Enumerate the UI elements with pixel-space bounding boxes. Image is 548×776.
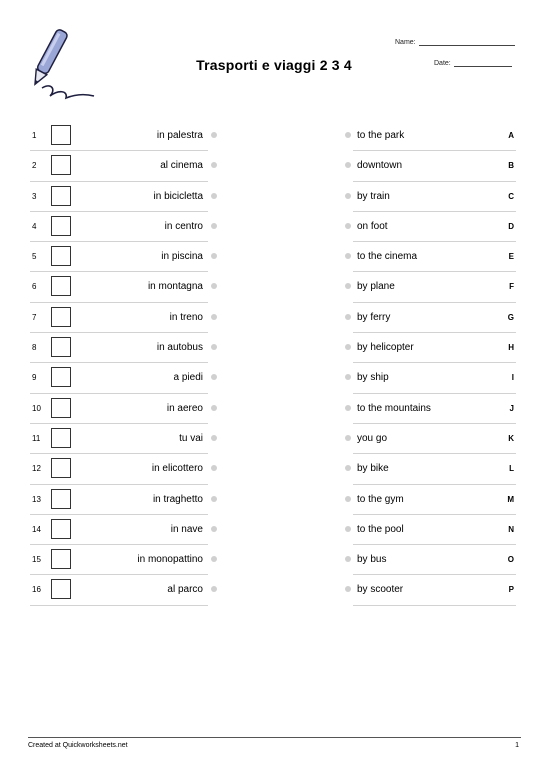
answer-box[interactable] (51, 519, 71, 539)
italian-phrase: in monopattino (137, 554, 203, 566)
item-number: 8 (32, 343, 37, 353)
answer-box[interactable] (51, 276, 71, 296)
item-number: 11 (32, 433, 41, 443)
match-row-left (30, 545, 208, 575)
answer-letter: A (508, 131, 514, 140)
match-dot[interactable] (345, 526, 351, 532)
match-row-left (30, 454, 208, 484)
english-phrase: to the cinema (357, 251, 418, 263)
match-dot[interactable] (211, 586, 217, 592)
match-row-left (30, 363, 208, 393)
answer-box[interactable] (51, 155, 71, 175)
match-row-left (30, 394, 208, 424)
match-dot[interactable] (345, 374, 351, 380)
match-dot[interactable] (211, 556, 217, 562)
item-number: 14 (32, 524, 41, 534)
italian-phrase: al cinema (160, 160, 203, 172)
answer-letter: N (508, 524, 514, 534)
answer-box[interactable] (51, 367, 71, 387)
italian-phrase: in traghetto (152, 493, 203, 505)
italian-phrase: in palestra (156, 130, 203, 141)
item-number: 2 (32, 161, 37, 171)
answer-letter: O (507, 555, 514, 565)
match-row-left (30, 121, 208, 151)
english-phrase: on foot (357, 220, 388, 232)
match-dot[interactable] (345, 162, 351, 168)
match-row-right (353, 242, 516, 272)
match-row-left (30, 303, 208, 333)
match-row-right (353, 394, 516, 424)
match-row-left (30, 272, 208, 302)
match-dot[interactable] (211, 223, 217, 229)
match-dot[interactable] (211, 435, 217, 441)
footer-credit: Created at Quickworksheets.net (28, 742, 128, 749)
item-number: 10 (32, 403, 41, 413)
answer-letter: C (508, 191, 514, 201)
english-phrase: to the gym (357, 493, 404, 505)
english-phrase: by ship (357, 372, 389, 384)
match-dot[interactable] (345, 253, 351, 259)
answer-box[interactable] (51, 549, 71, 569)
item-number: 5 (32, 252, 37, 262)
match-row-right (353, 545, 516, 575)
italian-phrase: in nave (170, 523, 203, 535)
match-dot[interactable] (345, 586, 351, 592)
answer-letter: M (507, 494, 514, 504)
answer-letter: J (509, 403, 514, 413)
match-dot[interactable] (345, 556, 351, 562)
answer-letter: P (508, 585, 514, 595)
italian-phrase: in treno (169, 311, 203, 323)
answer-box[interactable] (51, 216, 71, 236)
match-dot[interactable] (211, 314, 217, 320)
english-phrase: by ferry (357, 311, 391, 323)
english-phrase: by helicopter (357, 342, 414, 354)
item-number: 15 (32, 555, 41, 565)
english-phrase: you go (357, 432, 388, 444)
match-dot[interactable] (211, 496, 217, 502)
match-dot[interactable] (211, 283, 217, 289)
match-dot[interactable] (345, 283, 351, 289)
english-phrase: by plane (357, 281, 395, 293)
italian-phrase: in aereo (166, 402, 203, 414)
answer-letter: L (509, 464, 514, 474)
match-row-right (353, 182, 516, 212)
match-row-right (353, 212, 516, 242)
match-row-left (30, 182, 208, 212)
answer-box[interactable] (51, 428, 71, 448)
answer-box[interactable] (51, 579, 71, 599)
match-row-right (353, 303, 516, 333)
match-dot[interactable] (211, 162, 217, 168)
italian-phrase: in montagna (147, 281, 203, 293)
english-phrase: to the mountains (357, 402, 431, 414)
answer-box[interactable] (51, 489, 71, 509)
match-row-right (353, 575, 516, 605)
item-number: 13 (32, 494, 41, 504)
date-label: Date: (434, 60, 451, 67)
match-row-left (30, 424, 208, 454)
answer-box[interactable] (51, 125, 71, 145)
english-column (353, 121, 516, 606)
english-phrase: by bike (357, 463, 389, 475)
match-dot[interactable] (345, 344, 351, 350)
date-line[interactable] (454, 59, 512, 67)
match-dot[interactable] (345, 314, 351, 320)
answer-box[interactable] (51, 458, 71, 478)
answer-letter: B (508, 161, 514, 171)
match-row-right (353, 272, 516, 302)
match-dot[interactable] (211, 132, 217, 138)
english-phrase: to the park (357, 130, 405, 141)
match-row-left (30, 333, 208, 363)
item-number: 4 (32, 221, 37, 231)
english-phrase: by scooter (357, 584, 404, 596)
match-dot[interactable] (211, 465, 217, 471)
english-phrase: by bus (357, 554, 387, 566)
match-dot[interactable] (345, 405, 351, 411)
name-field[interactable] (395, 38, 515, 46)
match-dot[interactable] (211, 374, 217, 380)
answer-box[interactable] (51, 186, 71, 206)
match-row-left (30, 212, 208, 242)
match-row-right (353, 515, 516, 545)
worksheet-title: Trasporti e viaggi 2 3 4 (196, 57, 352, 73)
answer-letter: G (507, 312, 514, 322)
english-phrase: downtown (357, 160, 403, 172)
match-dot[interactable] (211, 253, 217, 259)
italian-phrase: in centro (164, 220, 203, 232)
italian-phrase: in elicottero (151, 463, 203, 475)
page-number: 1 (515, 742, 519, 749)
answer-letter: E (508, 252, 514, 262)
item-number: 12 (32, 464, 41, 474)
match-row-left (30, 485, 208, 515)
italian-phrase: in autobus (156, 342, 203, 354)
footer-divider (28, 737, 521, 738)
match-dot[interactable] (345, 223, 351, 229)
answer-letter: K (508, 433, 514, 443)
match-dot[interactable] (211, 193, 217, 199)
match-row-right (353, 121, 516, 151)
match-row-right (353, 333, 516, 363)
item-number: 7 (32, 312, 37, 322)
match-row-right (353, 485, 516, 515)
answer-box[interactable] (51, 398, 71, 418)
match-row-right (353, 424, 516, 454)
match-row-left (30, 151, 208, 181)
match-row-right (353, 454, 516, 484)
match-dot[interactable] (345, 193, 351, 199)
item-number: 1 (32, 131, 37, 140)
item-number: 9 (32, 373, 37, 383)
match-dot[interactable] (211, 405, 217, 411)
answer-letter: H (508, 343, 514, 353)
match-dot[interactable] (345, 435, 351, 441)
italian-phrase: al parco (167, 584, 203, 596)
name-line[interactable] (419, 38, 515, 46)
name-label: Name: (395, 39, 416, 46)
answer-box[interactable] (51, 337, 71, 357)
date-field[interactable] (434, 59, 512, 67)
italian-phrase: a piedi (173, 372, 203, 384)
match-row-right (353, 363, 516, 393)
answer-box[interactable] (51, 307, 71, 327)
item-number: 16 (32, 585, 41, 595)
match-row-right (353, 151, 516, 181)
match-row-left (30, 242, 208, 272)
match-dot[interactable] (345, 496, 351, 502)
english-phrase: to the pool (357, 523, 404, 535)
match-dot[interactable] (345, 132, 351, 138)
item-number: 6 (32, 282, 37, 292)
answer-box[interactable] (51, 246, 71, 266)
match-dot[interactable] (211, 344, 217, 350)
answer-letter: F (509, 282, 514, 292)
item-number: 3 (32, 191, 37, 201)
italian-phrase: tu vai (179, 432, 203, 444)
italian-column (30, 121, 208, 606)
answer-letter: D (508, 221, 514, 231)
italian-phrase: in bicicletta (153, 190, 203, 202)
italian-phrase: in piscina (161, 251, 203, 263)
match-dot[interactable] (345, 465, 351, 471)
english-phrase: by train (357, 190, 390, 202)
match-row-left (30, 575, 208, 605)
match-row-left (30, 515, 208, 545)
match-dot[interactable] (211, 526, 217, 532)
answer-letter: I (511, 373, 514, 383)
